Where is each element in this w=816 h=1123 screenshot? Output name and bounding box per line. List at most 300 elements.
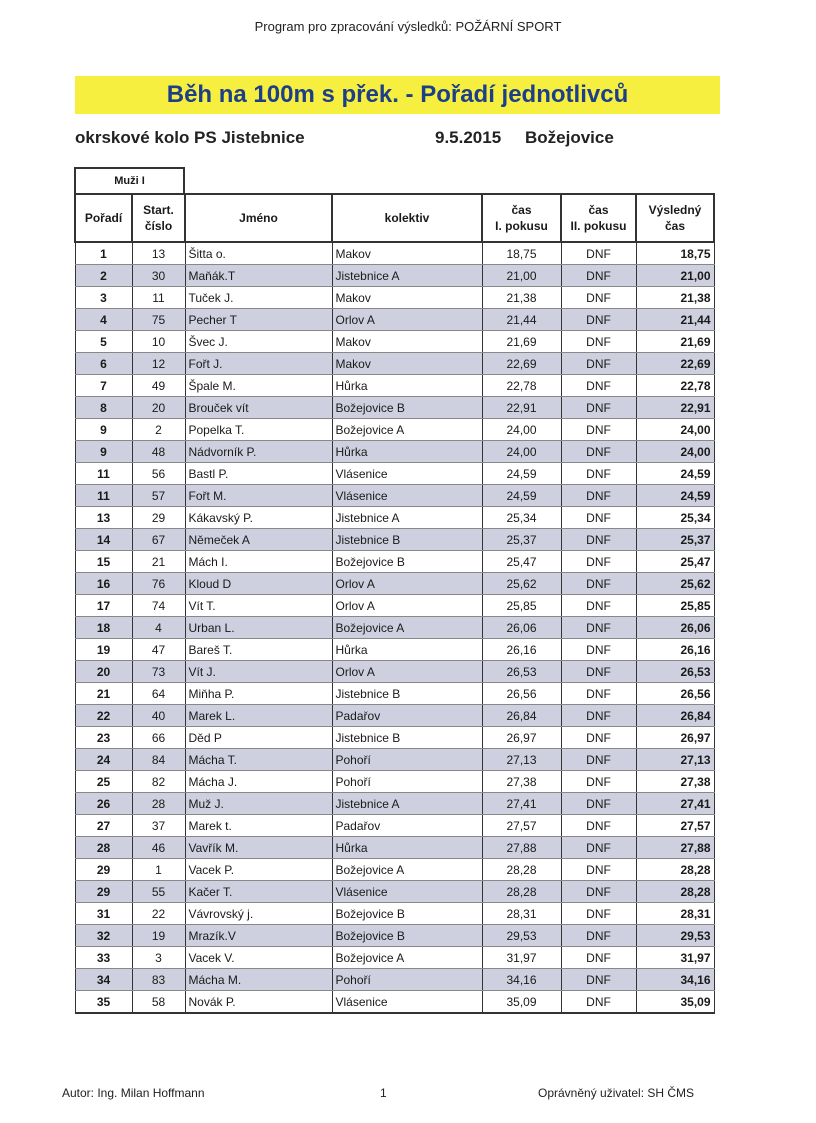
cell-final-time: 24,00 [636,419,714,441]
table-row [75,573,714,595]
cell-time2: DNF [561,837,636,859]
cell-team: Orlov A [332,661,482,683]
cell-start-number: 46 [132,837,185,859]
cell-final-time: 27,13 [636,749,714,771]
cell-time1: 24,00 [482,419,561,441]
table-row [75,859,714,881]
cell-rank: 5 [75,331,132,353]
cell-start-number: 4 [132,617,185,639]
cell-name: Bastl P. [185,463,332,485]
cell-rank: 34 [75,969,132,991]
table-row [75,551,714,573]
cell-time2: DNF [561,309,636,331]
cell-final-time: 26,53 [636,661,714,683]
cell-team: Orlov A [332,309,482,331]
cell-time1: 28,28 [482,859,561,881]
cell-rank: 20 [75,661,132,683]
cell-team: Makov [332,331,482,353]
cell-final-time: 28,28 [636,859,714,881]
cell-time1: 27,41 [482,793,561,815]
table-row [75,749,714,771]
cell-final-time: 21,44 [636,309,714,331]
cell-final-time: 29,53 [636,925,714,947]
cell-time1: 25,37 [482,529,561,551]
cell-name: Maňák.T [185,265,332,287]
cell-time1: 18,75 [482,242,561,265]
cell-rank: 2 [75,265,132,287]
cell-name: Nádvorník P. [185,441,332,463]
cell-start-number: 22 [132,903,185,925]
cell-time2: DNF [561,397,636,419]
col-header-team: kolektiv [332,194,482,242]
table-row [75,947,714,969]
cell-name: Vít J. [185,661,332,683]
cell-team: Jistebnice A [332,507,482,529]
table-row [75,639,714,661]
cell-start-number: 30 [132,265,185,287]
cell-final-time: 22,69 [636,353,714,375]
cell-time1: 24,00 [482,441,561,463]
cell-time1: 25,62 [482,573,561,595]
cell-rank: 25 [75,771,132,793]
table-row [75,881,714,903]
cell-team: Makov [332,353,482,375]
cell-time2: DNF [561,661,636,683]
cell-time1: 24,59 [482,485,561,507]
program-header: Program pro zpracování výsledků: POŽÁRNÍ SPORT [254,19,562,34]
table-row [75,903,714,925]
table-row [75,331,714,353]
cell-time1: 34,16 [482,969,561,991]
cell-time2: DNF [561,485,636,507]
cell-time1: 26,97 [482,727,561,749]
cell-final-time: 25,47 [636,551,714,573]
cell-rank: 17 [75,595,132,617]
cell-time1: 27,38 [482,771,561,793]
cell-rank: 32 [75,925,132,947]
cell-time2: DNF [561,925,636,947]
cell-start-number: 57 [132,485,185,507]
cell-start-number: 76 [132,573,185,595]
cell-rank: 11 [75,463,132,485]
page-number: 1 [380,1086,387,1100]
table-row [75,925,714,947]
cell-start-number: 13 [132,242,185,265]
table-row [75,485,714,507]
cell-time1: 26,06 [482,617,561,639]
footer-author: Autor: Ing. Milan Hoffmann [62,1086,205,1100]
cell-start-number: 1 [132,859,185,881]
table-row [75,661,714,683]
cell-team: Makov [332,287,482,309]
cell-final-time: 34,16 [636,969,714,991]
cell-time2: DNF [561,242,636,265]
table-row [75,727,714,749]
cell-start-number: 10 [132,331,185,353]
cell-rank: 4 [75,309,132,331]
cell-time1: 26,53 [482,661,561,683]
cell-start-number: 37 [132,815,185,837]
cell-time1: 28,31 [482,903,561,925]
cell-team: Vlásenice [332,463,482,485]
cell-rank: 15 [75,551,132,573]
cell-time1: 21,69 [482,331,561,353]
cell-start-number: 2 [132,419,185,441]
cell-start-number: 3 [132,947,185,969]
cell-rank: 29 [75,881,132,903]
cell-team: Jistebnice A [332,793,482,815]
cell-final-time: 25,85 [636,595,714,617]
cell-final-time: 22,91 [636,397,714,419]
cell-team: Hůrka [332,375,482,397]
cell-final-time: 26,84 [636,705,714,727]
cell-team: Hůrka [332,837,482,859]
cell-final-time: 22,78 [636,375,714,397]
cell-time1: 21,00 [482,265,561,287]
cell-name: Fořt J. [185,353,332,375]
cell-rank: 31 [75,903,132,925]
cell-name: Pecher T [185,309,332,331]
cell-final-time: 27,41 [636,793,714,815]
cell-team: Padařov [332,705,482,727]
cell-final-time: 27,88 [636,837,714,859]
cell-rank: 1 [75,242,132,265]
cell-final-time: 27,38 [636,771,714,793]
cell-final-time: 25,37 [636,529,714,551]
cell-time1: 27,13 [482,749,561,771]
col-header-time1 [482,194,561,242]
cell-start-number: 73 [132,661,185,683]
cell-rank: 9 [75,441,132,463]
cell-name: Mácha M. [185,969,332,991]
cell-final-time: 31,97 [636,947,714,969]
cell-final-time: 26,97 [636,727,714,749]
cell-time2: DNF [561,749,636,771]
cell-rank: 9 [75,419,132,441]
cell-start-number: 67 [132,529,185,551]
cell-start-number: 75 [132,309,185,331]
cell-team: Božejovice A [332,859,482,881]
cell-final-time: 24,59 [636,485,714,507]
cell-rank: 27 [75,815,132,837]
cell-team: Vlásenice [332,881,482,903]
cell-team: Orlov A [332,573,482,595]
cell-time1: 22,91 [482,397,561,419]
cell-start-number: 19 [132,925,185,947]
cell-time2: DNF [561,375,636,397]
cell-team: Vlásenice [332,991,482,1014]
cell-time2: DNF [561,419,636,441]
cell-name: Novák P. [185,991,332,1014]
cell-final-time: 26,16 [636,639,714,661]
cell-time2: DNF [561,573,636,595]
cell-rank: 29 [75,859,132,881]
cell-team: Orlov A [332,595,482,617]
cell-time2: DNF [561,991,636,1014]
table-row [75,353,714,375]
cell-final-time: 27,57 [636,815,714,837]
cell-rank: 6 [75,353,132,375]
cell-time2: DNF [561,463,636,485]
cell-time2: DNF [561,353,636,375]
table-row [75,507,714,529]
cell-start-number: 74 [132,595,185,617]
cell-rank: 22 [75,705,132,727]
cell-start-number: 58 [132,991,185,1014]
table-row [75,441,714,463]
cell-name: Miňha P. [185,683,332,705]
cell-time1: 22,78 [482,375,561,397]
cell-time2: DNF [561,881,636,903]
cell-time1: 26,56 [482,683,561,705]
cell-name: Mácha J. [185,771,332,793]
cell-rank: 33 [75,947,132,969]
cell-final-time: 26,06 [636,617,714,639]
cell-team: Božejovice A [332,947,482,969]
col-header-time2-text: čas II. pokusu [570,203,627,233]
cell-team: Makov [332,242,482,265]
cell-team: Pohoří [332,749,482,771]
cell-team: Hůrka [332,441,482,463]
cell-time2: DNF [561,265,636,287]
cell-start-number: 11 [132,287,185,309]
col-header-name: Jméno [185,194,332,242]
cell-time1: 31,97 [482,947,561,969]
cell-name: Muž J. [185,793,332,815]
cell-name: Urban L. [185,617,332,639]
table-row [75,309,714,331]
cell-name: Mách I. [185,551,332,573]
cell-time2: DNF [561,903,636,925]
cell-time2: DNF [561,507,636,529]
table-row [75,529,714,551]
cell-name: Němeček A [185,529,332,551]
cell-start-number: 56 [132,463,185,485]
cell-team: Božejovice B [332,397,482,419]
cell-final-time: 28,28 [636,881,714,903]
table-row [75,265,714,287]
cell-name: Šitta o. [185,242,332,265]
cell-time2: DNF [561,683,636,705]
cell-rank: 14 [75,529,132,551]
cell-start-number: 40 [132,705,185,727]
event-date: 9.5.2015 [435,128,502,147]
cell-name: Vávrovský j. [185,903,332,925]
cell-time2: DNF [561,815,636,837]
cell-start-number: 47 [132,639,185,661]
cell-start-number: 55 [132,881,185,903]
cell-name: Špale M. [185,375,332,397]
cell-start-number: 83 [132,969,185,991]
col-header-time2 [561,194,636,242]
cell-final-time: 26,56 [636,683,714,705]
cell-name: Vavřík M. [185,837,332,859]
cell-team: Jistebnice B [332,683,482,705]
col-header-time1-text: čas I. pokusu [495,203,548,233]
cell-time1: 26,16 [482,639,561,661]
cell-rank: 13 [75,507,132,529]
cell-team: Božejovice B [332,903,482,925]
cell-start-number: 12 [132,353,185,375]
cell-rank: 26 [75,793,132,815]
cell-name: Marek t. [185,815,332,837]
table-row [75,705,714,727]
cell-time1: 22,69 [482,353,561,375]
cell-time1: 27,57 [482,815,561,837]
table-row [75,969,714,991]
cell-start-number: 66 [132,727,185,749]
cell-start-number: 84 [132,749,185,771]
cell-rank: 18 [75,617,132,639]
cell-final-time: 25,62 [636,573,714,595]
cell-start-number: 49 [132,375,185,397]
cell-name: Kačer T. [185,881,332,903]
cell-time2: DNF [561,727,636,749]
cell-final-time: 21,00 [636,265,714,287]
cell-start-number: 48 [132,441,185,463]
cell-team: Božejovice B [332,925,482,947]
table-row [75,397,714,419]
cell-name: Švec J. [185,331,332,353]
event-place: Božejovice [525,128,614,147]
table-row [75,793,714,815]
table-row [75,771,714,793]
cell-rank: 8 [75,397,132,419]
cell-start-number: 21 [132,551,185,573]
cell-time2: DNF [561,595,636,617]
cell-start-number: 64 [132,683,185,705]
cell-rank: 3 [75,287,132,309]
cell-start-number: 28 [132,793,185,815]
table-row [75,242,714,265]
cell-rank: 16 [75,573,132,595]
cell-name: Fořt M. [185,485,332,507]
cell-rank: 23 [75,727,132,749]
category-label: Muži I [74,167,185,193]
cell-time1: 25,34 [482,507,561,529]
cell-team: Božejovice A [332,419,482,441]
table-row [75,815,714,837]
cell-team: Jistebnice A [332,265,482,287]
page-title: Běh na 100m s přek. - Pořadí jednotlivců [75,76,720,114]
cell-time1: 35,09 [482,991,561,1014]
cell-team: Božejovice A [332,617,482,639]
cell-time2: DNF [561,705,636,727]
cell-rank: 7 [75,375,132,397]
cell-time2: DNF [561,529,636,551]
cell-time1: 28,28 [482,881,561,903]
event-name: okrskové kolo PS Jistebnice [75,128,305,147]
cell-rank: 19 [75,639,132,661]
cell-rank: 35 [75,991,132,1014]
cell-start-number: 82 [132,771,185,793]
cell-time1: 29,53 [482,925,561,947]
cell-name: Mácha T. [185,749,332,771]
cell-final-time: 28,31 [636,903,714,925]
col-header-start-text: Start. číslo [143,203,174,233]
cell-final-time: 18,75 [636,242,714,265]
cell-time2: DNF [561,617,636,639]
cell-time1: 21,44 [482,309,561,331]
cell-final-time: 21,38 [636,287,714,309]
table-row [75,991,714,1014]
cell-name: Kákavský P. [185,507,332,529]
cell-team: Pohoří [332,969,482,991]
cell-name: Brouček vít [185,397,332,419]
cell-time1: 27,88 [482,837,561,859]
cell-time1: 25,47 [482,551,561,573]
cell-final-time: 24,59 [636,463,714,485]
cell-time2: DNF [561,287,636,309]
col-header-start [132,194,185,242]
table-row [75,287,714,309]
cell-name: Vít T. [185,595,332,617]
cell-time2: DNF [561,771,636,793]
table-row [75,683,714,705]
cell-time2: DNF [561,859,636,881]
footer-user: Oprávněný uživatel: SH ČMS [538,1086,695,1100]
cell-name: Vacek P. [185,859,332,881]
cell-team: Padařov [332,815,482,837]
cell-rank: 21 [75,683,132,705]
cell-name: Mrazík.V [185,925,332,947]
cell-team: Jistebnice B [332,727,482,749]
col-header-rank: Pořadí [75,194,132,242]
cell-team: Božejovice B [332,551,482,573]
cell-final-time: 25,34 [636,507,714,529]
cell-name: Tuček J. [185,287,332,309]
cell-time1: 24,59 [482,463,561,485]
cell-rank: 28 [75,837,132,859]
cell-team: Pohoří [332,771,482,793]
cell-team: Vlásenice [332,485,482,507]
table-row [75,375,714,397]
cell-final-time: 21,69 [636,331,714,353]
cell-time1: 21,38 [482,287,561,309]
table-row [75,463,714,485]
cell-start-number: 29 [132,507,185,529]
cell-time2: DNF [561,639,636,661]
cell-time1: 26,84 [482,705,561,727]
table-row [75,837,714,859]
cell-rank: 24 [75,749,132,771]
cell-start-number: 20 [132,397,185,419]
cell-final-time: 35,09 [636,991,714,1014]
cell-name: Bareš T. [185,639,332,661]
cell-rank: 11 [75,485,132,507]
cell-name: Kloud D [185,573,332,595]
cell-final-time: 24,00 [636,441,714,463]
cell-time2: DNF [561,331,636,353]
table-row [75,595,714,617]
cell-team: Jistebnice B [332,529,482,551]
table-row [75,419,714,441]
cell-time2: DNF [561,551,636,573]
cell-name: Marek L. [185,705,332,727]
cell-time1: 25,85 [482,595,561,617]
table-row [75,617,714,639]
cell-name: Popelka T. [185,419,332,441]
table-header-row [75,194,714,242]
cell-name: Vacek V. [185,947,332,969]
results-table [74,193,715,1014]
col-header-final-text: Výsledný čas [648,203,702,233]
cell-time2: DNF [561,793,636,815]
cell-time2: DNF [561,441,636,463]
col-header-final [636,194,714,242]
cell-team: Hůrka [332,639,482,661]
cell-time2: DNF [561,947,636,969]
